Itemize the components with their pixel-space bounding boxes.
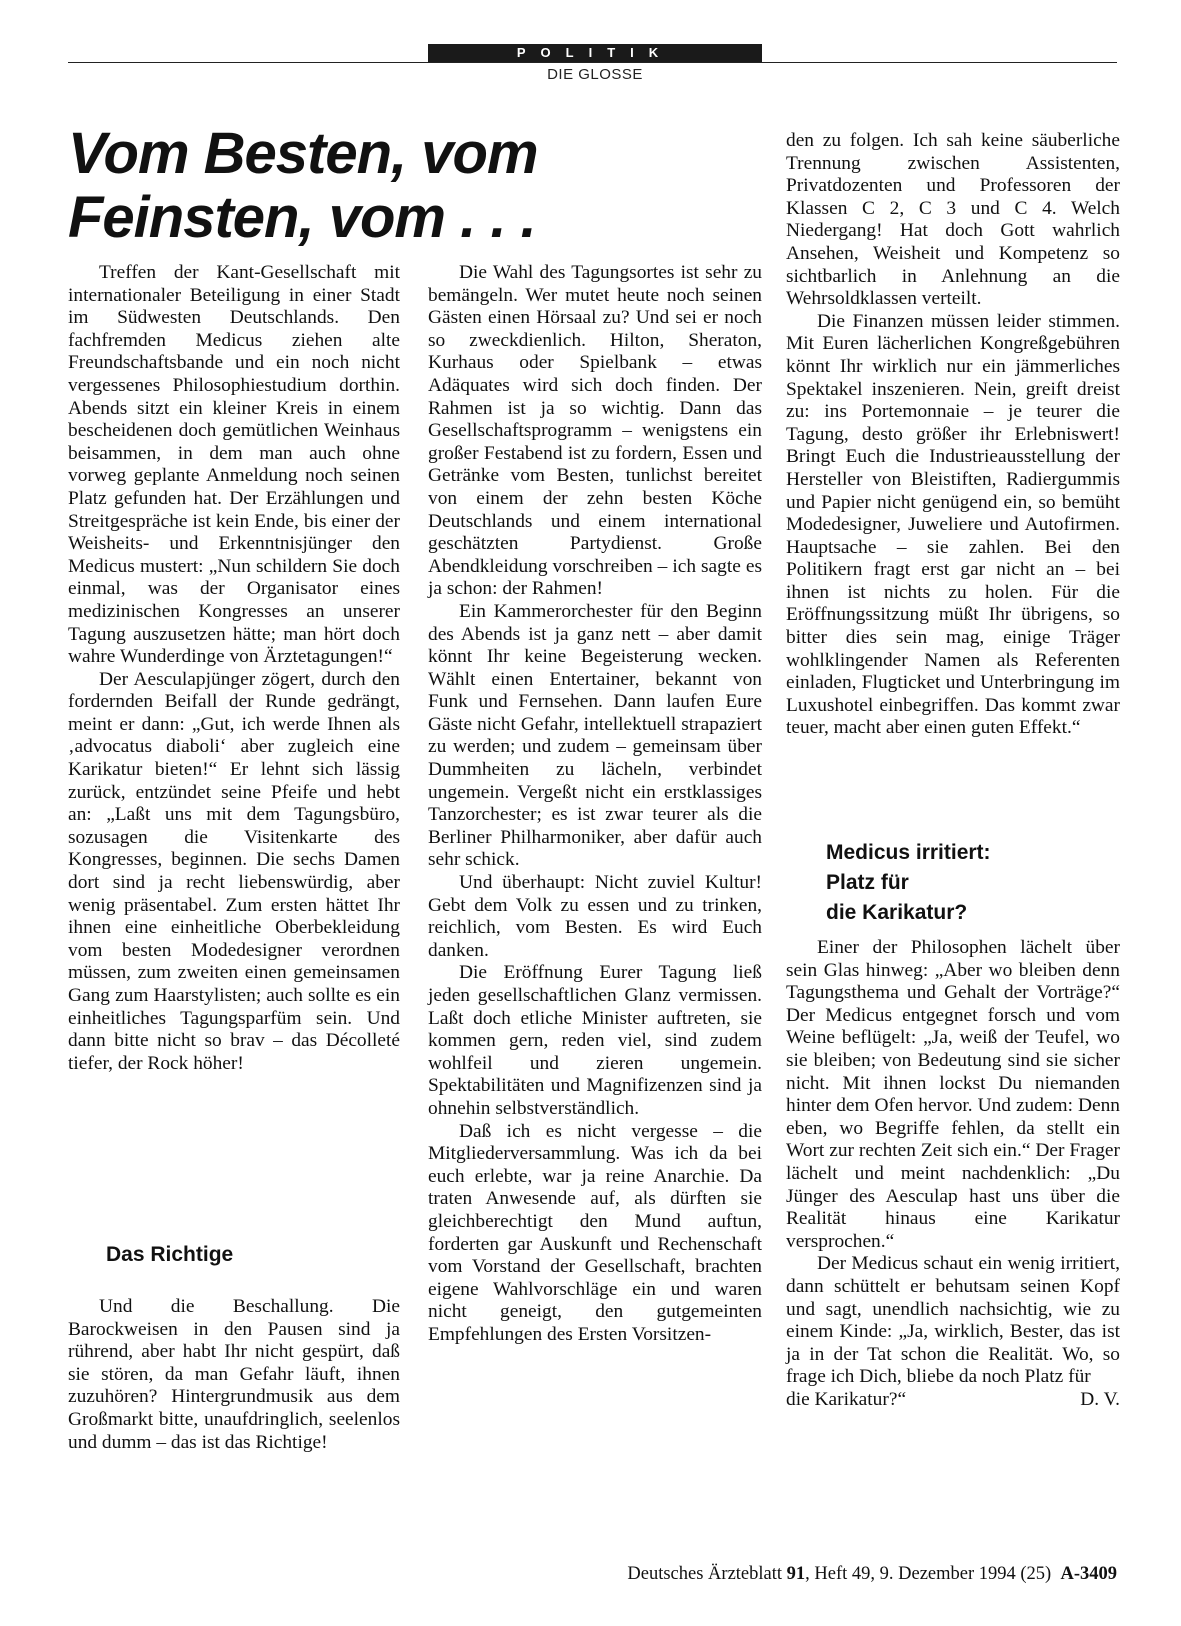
- paragraph: Die Finanzen müssen leider stimmen. Mit Euren lächerlichen Kongreßgebühren könnt Ihr wirklich nur ein jämmerliches Spektakel inszenieren. Nein, greift dreist zu: ins Portemonnaie – je teurer die Tagung, desto größer ihr Erlebniswert! Bringt Euch die Industrieausstellung der Hersteller von Bleistiften, Radiergummis und Papier nicht genügend ein, so bemüht Modedesigner, Juweliere und Autofirmen. Hauptsache – sie zahlen. Bei den Politikern fragt erst gar nicht an – bei ihnen ist nichts zu holen. Für die Eröffnungssitzung müßt Ihr übrigens, so bitter dies sein mag, einige Träger wohlklingender Namen als Referenten einladen, Flugticket und Unterbringung im Luxushotel einbegriffen. Das kommt zwar teuer, macht aber einen guten Effekt.“: [786, 310, 1120, 739]
- article-headline: [68, 122, 728, 250]
- page-number: A-3409: [1060, 1564, 1117, 1584]
- journal-name: Deutsches Ärzteblatt: [627, 1564, 783, 1584]
- subheading-line: Medicus irritiert:: [826, 841, 991, 864]
- author-signature: D. V.: [1080, 1388, 1120, 1410]
- closing-text: die Karikatur?“: [786, 1388, 907, 1410]
- closing-line: [786, 1389, 1120, 1412]
- paragraph: Der Aesculapjünger zögert, durch den fordernden Beifall der Runde gedrängt, meint er dann: „Gut, ich werde Ihnen als ‚advocatus diaboli‘ aber zugleich eine Karikatur bieten!“ Er lehnt sich lässig zurück, entzündet seine Pfeife und hebt an: „Laßt uns mit dem Tagungsbüro, sozusagen die Visitenkarte des Kongresses, beginnen. Die sechs Damen dort sind ja recht liebenswürdig, aber wenig präsentabel. Zum ersten hättet Ihr ihnen eine einheitliche Oberbekleidung vom besten Modedesigner verordnen müssen, zum zweiten einen gemeinsamen Gang zum Haarstylisten; auch sollte es ein einheitliches Tagungsparfüm sein. Und dann bitte nicht so brav – das Décolleté tiefer, der Rock höher!: [68, 668, 400, 1074]
- paragraph: Daß ich es nicht vergesse – die Mitgliederversammlung. Was ich da bei euch erlebte, war ja reine Anarchie. Da traten Anwesende auf, als dürften sie gleichberechtigt den Mund auftun, forderten gar Auskunft und Rechenschaft vom Vorstand der Gesellschaft, brachten eigene Wahlvorschläge ein und waren nicht geneigt, den gutgemeinten Empfehlungen des Ersten Vorsitzen-: [428, 1120, 762, 1345]
- paragraph: Die Eröffnung Eurer Tagung ließ jeden gesellschaftlichen Glanz vermissen. Laßt doch etliche Minister auftreten, sie kommen gern, reden viel, sind zudem wohlfeil und zieren ungemein. Spektabilitäten und Magnifizenzen sind ja ohnehin selbstverständlich.: [428, 962, 762, 1119]
- column-3-continued: [786, 937, 1120, 1411]
- section-label: POLITIK: [428, 44, 762, 62]
- section-subtitle: DIE GLOSSE: [547, 66, 643, 83]
- column-1: [68, 262, 400, 1075]
- subheading-line: Platz für: [826, 871, 909, 894]
- column-1-continued: [68, 1296, 400, 1454]
- issue-date: , Heft 49, 9. Dezember 1994 (25): [805, 1564, 1052, 1584]
- subheading-das-richtige: Das Richtige: [106, 1243, 234, 1266]
- headline-line-2: Feinsten, vom . . .: [68, 185, 536, 250]
- paragraph: Ein Kammerorchester für den Beginn des Abends ist ja ganz nett – aber damit könnt Ihr keine Begeisterung wecken. Wählt einen Entertainer, bekannt von Funk und Fernsehen. Dann laufen Eure Gäste nicht Gefahr, intellektuell strapaziert zu werden; und zudem – gemeinsam über Dummheiten zu lächeln, verbindet ungemein. Vergeßt nicht ein erstklassiges Tanzorchester; es ist zwar teurer als die Berliner Philharmoniker, aber dafür auch sehr schick.: [428, 600, 762, 871]
- paragraph: den zu folgen. Ich sah keine säuberliche Trennung zwischen Assistenten, Privatdozenten und Professoren der Klassen C 2, C 3 und C 4. Welch Niedergang! Hat doch Gott wahrlich Ansehen, Weisheit und Kompetenz so sichtbarlich in Anlehnung an die Wehrsoldklassen verteilt.: [786, 130, 1120, 310]
- paragraph: Die Wahl des Tagungsortes ist sehr zu bemängeln. Wer mutet heute noch seinen Gästen einen Hörsaal zu? Und sei er noch so zweckdienlich. Hilton, Sheraton, Kurhaus oder Spielbank – etwas Adäquates wird sich doch finden. Der Rahmen ist ja so wichtig. Dann das Gesellschaftsprogramm – wenigstens ein großer Festabend ist zu fordern, Essen und Getränke vom Besten, tunlichst bereitet von einem der zehn besten Köche Deutschlands und einem international geschätzten Partydienst. Große Abendkleidung vorschreiben – ich sagte es ja schon: der Rahmen!: [428, 262, 762, 600]
- paragraph: Und überhaupt: Nicht zuviel Kultur! Gebt dem Volk zu essen und zu trinken, reichlich, vom Besten. Es wird Euch danken.: [428, 872, 762, 961]
- paragraph: Einer der Philosophen lächelt über sein Glas hinweg: „Aber wo bleiben denn Tagungsthema und Gehalt der Vorträge?“ Der Medicus entgegnet forsch und vom Weine beflügelt: „Ja, weiß der Teufel, wo sie bleiben; von Bedeutung sind sie sicher nicht. Mit ihnen lockst Du niemanden hinter dem Ofen hervor. Und zudem: Denn eben, wo Begriffe fehlen, da stellt ein Wort zur rechten Zeit sich ein.“ Der Frager lächelt und meint nachdenklich: „Du Jünger des Aesculap hast uns über die Realität hinaus eine Karikatur versprochen.“: [786, 937, 1120, 1252]
- page-footer: [627, 1564, 1117, 1585]
- subheading-medicus-irritiert: [826, 838, 1126, 928]
- journal-volume: 91: [786, 1564, 806, 1584]
- paragraph: Der Medicus schaut ein wenig irritiert, dann schüttelt er behutsam seinen Kopf und sagt, unendlich nachsichtig, wie zu einem Kinde: „Ja, wirklich, Bester, das ist ja in der Tat schon die Realität. Wo, so frage ich Dich, bliebe da noch Platz für: [786, 1253, 1120, 1388]
- paragraph: Und die Beschallung. Die Barockweisen in den Pausen sind ja rührend, aber habt Ihr nicht gespürt, daß sie stören, da man Gefahr läuft, ihnen zuzuhören? Hintergrundmusik aus dem Großmarkt bitte, unaufdringlich, seelenlos und dumm – das ist das Richtige!: [68, 1296, 400, 1453]
- subheading-line: die Karikatur?: [826, 901, 968, 924]
- header-rule: [68, 62, 1117, 63]
- paragraph: Treffen der Kant-Gesellschaft mit internationaler Beteiligung in einer Stadt im Südwesten Deutschlands. Den fachfremden Medicus ziehen alte Freundschaftsbande und ein noch nicht vergessenes Philosophiestudium dorthin. Abends sitzt ein kleiner Kreis in einem bescheidenen doch gemütlichen Weinhaus beisammen, in dem man auch ohne vorweg geplante Anmeldung noch seinen Platz gefunden hat. Der Erzählungen und Streitgespräche ist kein Ende, bis einer der Weisheits- und Erkenntnisjünger den Medicus mustert: „Nun schildern Sie doch einmal, was der Organisator eines medizinischen Kongresses an unserer Tagung auszusetzen hätte; man hört doch wahre Wunderdinge von Ärztetagungen!“: [68, 262, 400, 668]
- column-3: [786, 130, 1120, 740]
- headline-line-1: Vom Besten, vom: [68, 121, 538, 186]
- column-2: [428, 262, 762, 1347]
